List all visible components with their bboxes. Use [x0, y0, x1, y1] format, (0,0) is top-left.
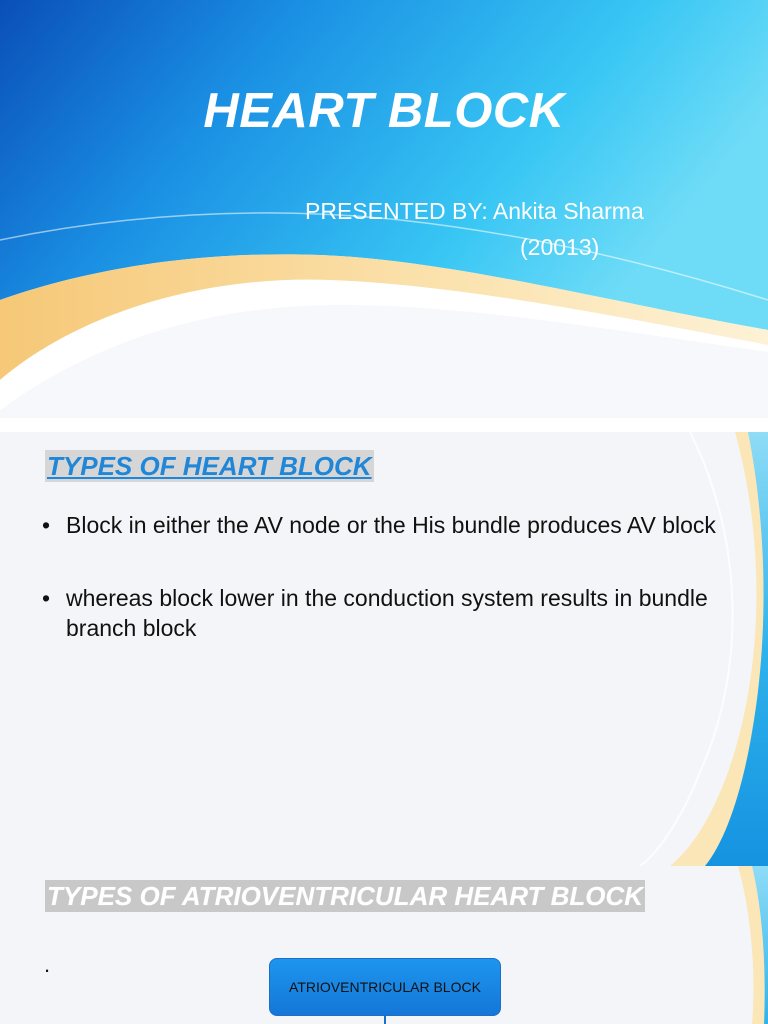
bullet-icon: •	[42, 585, 51, 611]
types-slide	[0, 432, 768, 866]
av-types-slide	[0, 866, 768, 1024]
connector-line	[384, 1014, 386, 1024]
av-block-node	[269, 958, 501, 1016]
av-types-heading: TYPES OF ATRIOVENTRICULAR HEART BLOCK	[47, 881, 644, 911]
bullet-icon: •	[42, 512, 51, 538]
types-heading: TYPES OF HEART BLOCK	[47, 451, 372, 481]
list-item	[40, 510, 730, 540]
presenter-name: PRESENTED BY: Ankita Sharma	[305, 198, 644, 224]
title-slide	[0, 0, 768, 418]
presentation-title: HEART BLOCK	[203, 84, 565, 138]
list-item	[40, 583, 730, 643]
bullet-text: Block in either the AV node or the His bundle produces AV block	[66, 512, 716, 538]
roll-number: (20013)	[520, 234, 600, 260]
stray-period: .	[44, 952, 51, 977]
bullet-text: whereas block lower in the conduction system results in bundle branch block	[66, 585, 708, 641]
av-block-label: ATRIOVENTRICULAR BLOCK	[289, 979, 481, 995]
bullet-list	[40, 510, 730, 686]
